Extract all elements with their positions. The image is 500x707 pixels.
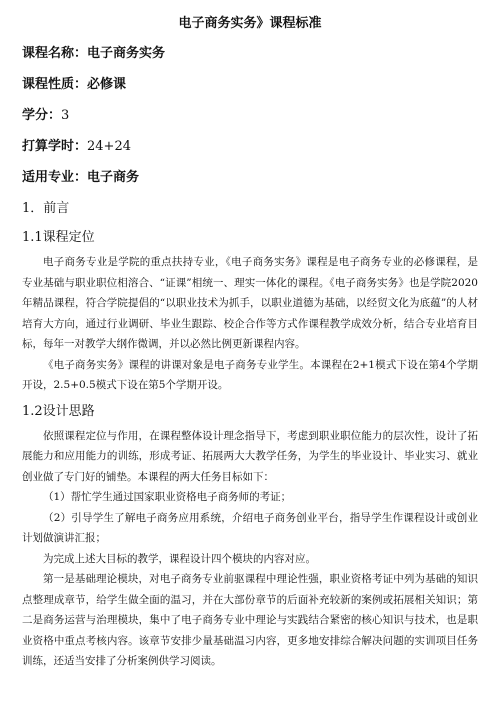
meta-label: 打算学时：: [22, 139, 88, 154]
meta-label: 学分：: [22, 108, 62, 123]
paragraph: 第一是基础理论模块，对电子商务专业前驱课程中理论性强，职业资格考证中列为基础的知识点整理成章节，给学生做全面的温习，并在大部份章节的后面补充较新的案例或拓展相关知识；第二是商务运营与治理模块，集中了电子商务专业中理论与实践结合紧密的核心知识与技术，也是职业资格中重点考核内容。该章节安排少量基础温习内容，更多地安排综合解决问题的实训项目任务训练，还适当安排了分析案例供学习阅读。: [22, 573, 478, 667]
meta-value: 必修课: [87, 77, 127, 92]
paragraph: （2）引导学生了解电子商务应用系统，介绍电子商务创业平台，指导学生作课程设计或创业计划做演讲汇报；: [22, 511, 478, 544]
meta-credits: [22, 106, 478, 126]
meta-value: 电子商务: [87, 170, 140, 185]
paragraph: （1）帮忙学生通过国家职业资格电子商务师的考证；: [43, 491, 292, 503]
paragraph: 《电子商务实务》课程的讲课对象是电子商务专业学生。本课程在2+1模式下设在第4个学期开设，2.5+0.5模式下设在第5个学期开设。: [22, 358, 478, 391]
meta-label: 课程名称：: [22, 46, 88, 61]
section-heading-positioning: 1.1课程定位: [22, 230, 95, 245]
meta-value: 24+24: [87, 139, 131, 154]
section-heading-design: 1.2设计思路: [22, 403, 95, 419]
meta-value: 电子商务实务: [87, 46, 166, 61]
section-heading-preface: 1．前言: [22, 201, 70, 216]
meta-value: 3: [61, 108, 70, 123]
meta-hours: [22, 137, 478, 157]
paragraph: 电子商务专业是学院的重点扶持专业，《电子商务实务》课程是电子商务专业的必修课程，是专业基础与职业职位相溶合、“证课”相统一、理实一体化的课程。《电子商务实务》也是学院2020年精品课程，符合学院提倡的“以职业技术为抓手，以职业道德为基础，以经贸文化为底蕴”的人材培育大方向，通过行业调研、毕业生跟踪、校企合作等方式作课程教学成效分析，结合专业培育目标，每年一对教学大纲作微调，并以必然比例更新课程内容。: [22, 256, 478, 350]
meta-label: 课程性质：: [22, 77, 88, 92]
meta-course-nature: [22, 75, 478, 95]
paragraph: 为完成上述大目标的教学，课程设计四个模块的内容对应。: [43, 552, 316, 565]
paragraph: 依照课程定位与作用，在课程整体设计理念指导下，考虑到职业职位能力的层次性，设计了拓展能力和应用能力的训练，形成考证、拓展两大大教学任务，为学生的毕业设计、毕业实习、就业创业做了专门好的铺垫。本课程的两大任务目标如下：: [22, 429, 478, 483]
meta-major: [22, 168, 478, 188]
meta-label: 适用专业：: [22, 170, 88, 185]
document-title: 电子商务实务》课程标准: [178, 16, 322, 31]
meta-course-name: [22, 44, 478, 64]
